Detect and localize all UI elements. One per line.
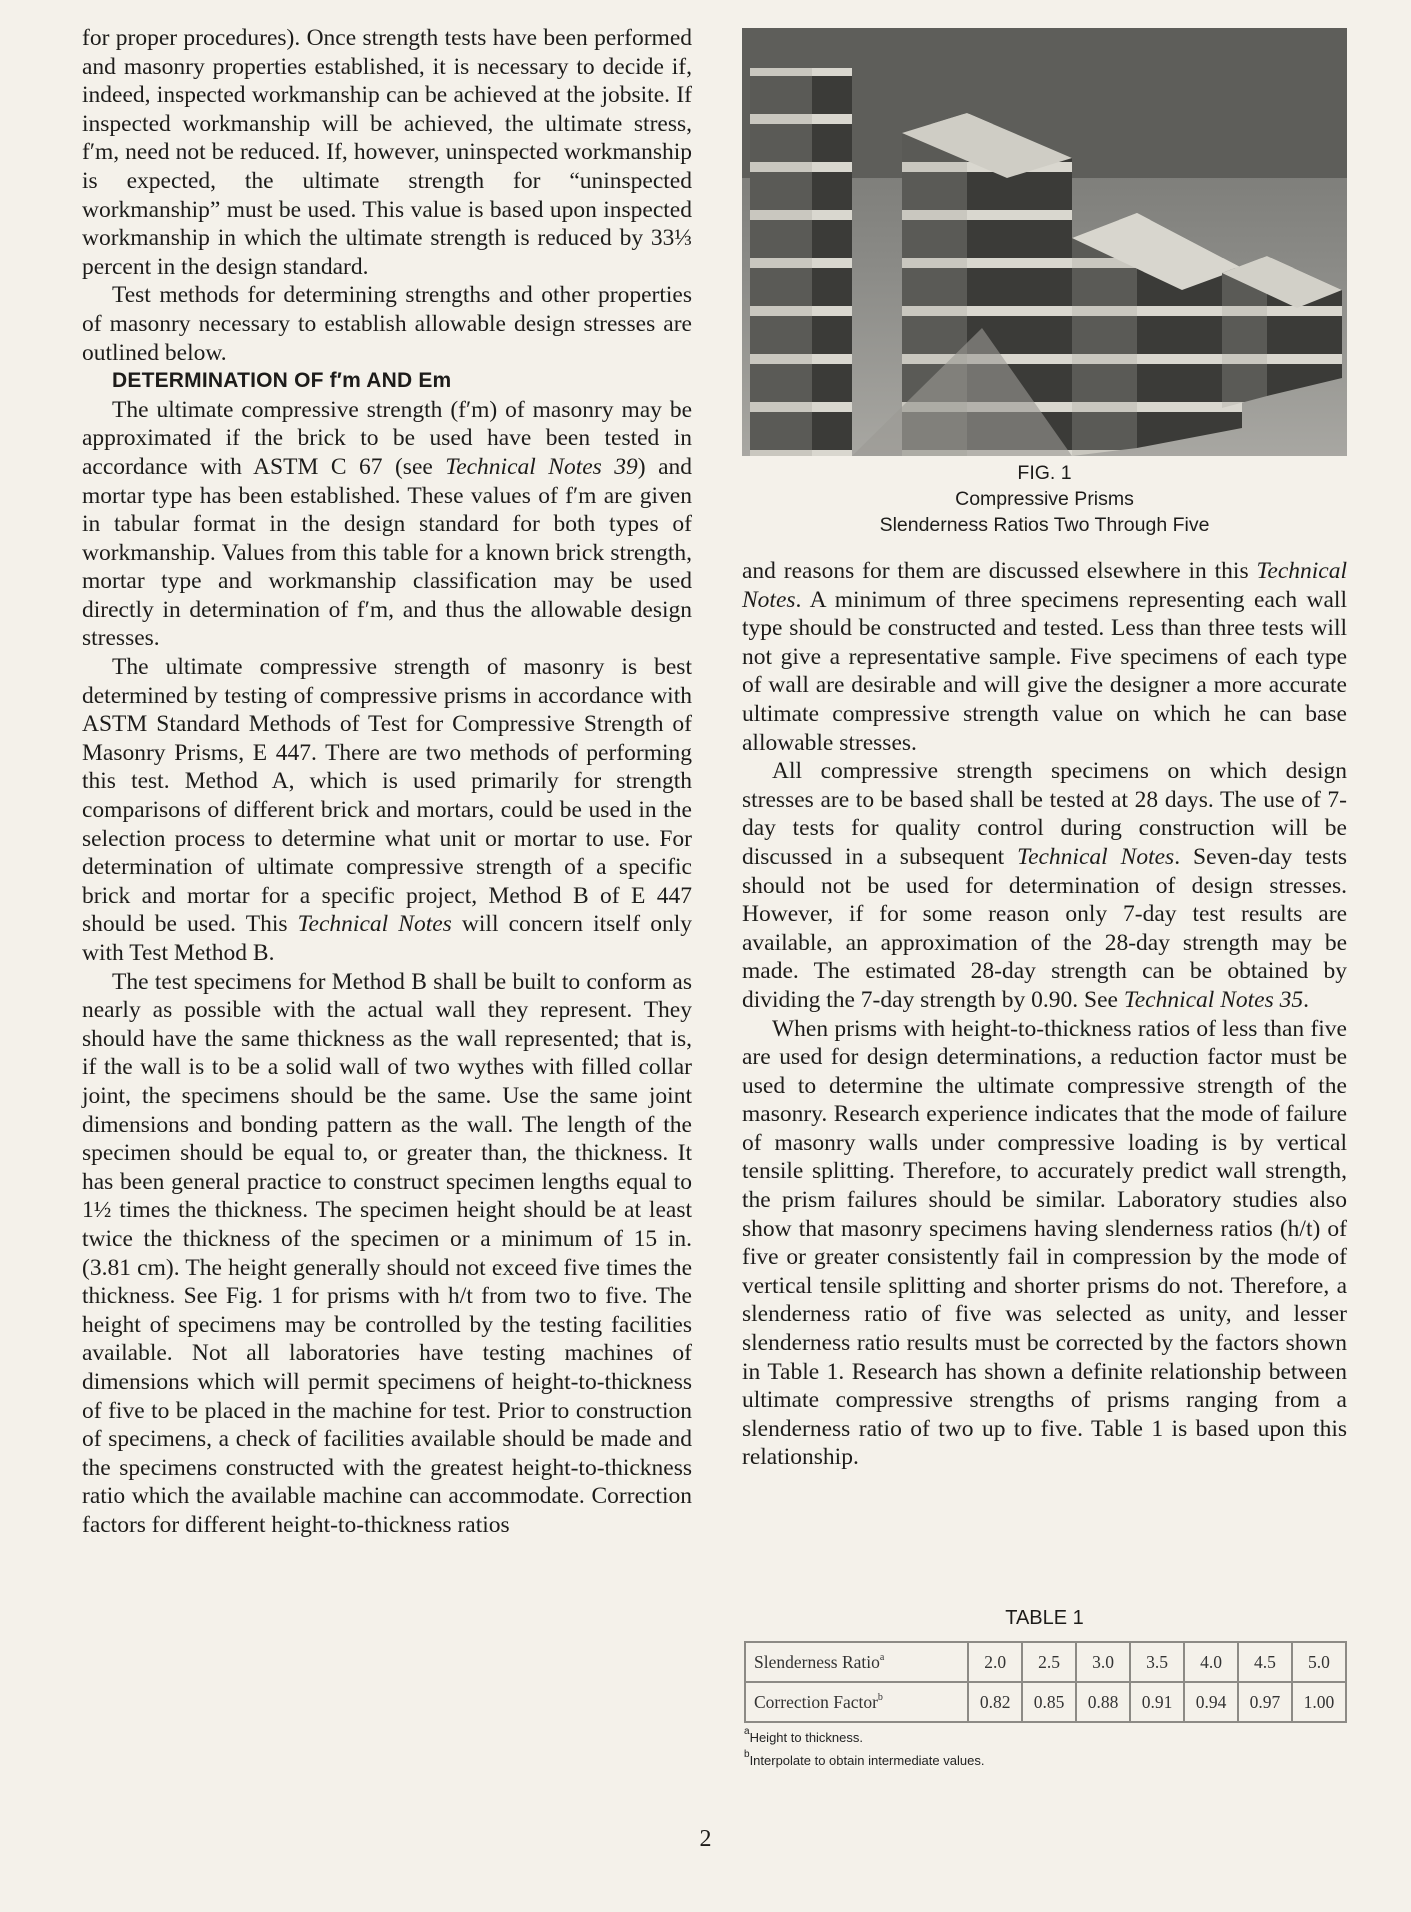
- left-column: [82, 24, 692, 1539]
- table-title: TABLE 1: [1005, 1607, 1084, 1629]
- reference-link: Technical Notes 35: [1123, 986, 1304, 1013]
- table-cell: 2.5: [1022, 1642, 1076, 1682]
- page-number: 2: [699, 1826, 712, 1852]
- table-cell: 4.5: [1238, 1642, 1292, 1682]
- reference-link: Technical Notes: [297, 911, 452, 938]
- figure-subtitle: Slenderness Ratios Two Through Five: [879, 514, 1210, 536]
- figure-title: Compressive Prisms: [955, 488, 1134, 510]
- footnote: $^b$Interpolate to obtain intermediate values.: [744, 1749, 985, 1768]
- row-label: Correction Factor$^b$: [745, 1682, 968, 1722]
- table-cell: 5.0: [1292, 1642, 1346, 1682]
- footnote: $^a$Height to thickness.: [744, 1726, 864, 1745]
- figure-number: FIG. 1: [1017, 462, 1072, 484]
- table-cell: 0.97: [1238, 1682, 1292, 1722]
- table-row: [745, 1642, 1346, 1682]
- paragraph: The ultimate compressive strength (f′m) of masonry may be approximated if the brick to be used have been tested in accordance with ASTM C 67 (see Technical Notes 39) and mortar type has been established. These values of f′m are given in tabular format in the design standard for both types of workmanship. Values from this table for a known brick strength, mortar type and workmanship classification may be used directly in determination of f′m, and thus the allowable design stresses.: [82, 396, 693, 652]
- table-cell: 2.0: [968, 1642, 1022, 1682]
- paragraph: and reasons for them are discussed elsewhere in this Technical Notes. A minimum of three specimens representing each wall type should be constructed and tested. Less than three tests will not give a representative sample. Five specimens of each type of wall are desirable and will give the designer a more accurate ultimate compressive strength value on which he can base allowable stresses.: [742, 558, 1347, 756]
- table-cell: 4.0: [1184, 1642, 1238, 1682]
- reference-link: Technical Notes: [1017, 843, 1175, 870]
- table-footnotes: [744, 1723, 1347, 1769]
- paragraph: All compressive strength specimens on which design stresses are to be based shall be tested at 28 days. The use of 7-day tests for quality control during construction will be discussed in a subsequent Technical Notes. Seven-day tests should not be used for determination of design stresses. However, if for some reason only 7-day test results are available, an approximation of the 28-day strength may be made. The estimated 28-day strength can be obtained by dividing the 7-day strength by 0.90. See Technical Notes 35.: [742, 758, 1347, 1013]
- table-cell: 0.94: [1184, 1682, 1238, 1722]
- paragraph: The ultimate compressive strength of masonry is best determined by testing of compressive prisms in accordance with ASTM Standard Methods of Test for Compressive Strength of Masonry Prisms, E 447. There are two methods of performing this test. Method A, which is used primarily for strength comparisons of different brick and mortars, could be used in the selection process to determine what unit or mortar to use. For determination of ultimate compressive strength of a specific brick and mortar for a specific project, Method B of E 447 should be used. This Technical Notes will concern itself only with Test Method B.: [82, 654, 692, 966]
- table-cell: 0.91: [1130, 1682, 1184, 1722]
- table-cell: 3.0: [1076, 1642, 1130, 1682]
- paragraph: The test specimens for Method B shall be built to conform as nearly as possible with the actual wall they represent. They should have the same thickness as the wall represented; that is, if the wall is to be a solid wall of two wythes with filled collar joint, the specimens should be the same. Use the same joint dimensions and bonding pattern as the wall. The length of the specimen should be equal to, or greater than, the thickness. It has been general practice to construct specimen lengths equal to 1½ times the thickness. The specimen height should be at least twice the thickness of the specimen or a minimum of 15 in. (3.81 cm). The height generally should not exceed five times the thickness. See Fig. 1 for prisms with h/t from two to five. The height of specimens may be controlled by the testing facilities available. Not all laboratories have testing machines of dimensions which will permit specimens of height-to-thickness of five to be placed in the machine for test. Prior to construction of specimens, a check of facilities available should be made and the specimens constructed with the greatest height-to-thickness ratio which the available machine can accommodate. Correction factors for different height-to-thickness ratios: [82, 968, 692, 1538]
- row-label: Slenderness Ratio$^a$: [745, 1642, 968, 1682]
- figure-caption: [742, 460, 1347, 538]
- table-cell: 0.88: [1076, 1682, 1130, 1722]
- correction-factor-table: [744, 1641, 1347, 1723]
- paragraph: Test methods for determining strengths and other properties of masonry necessary to establish allowable design stresses are outlined below.: [82, 282, 692, 366]
- reference-link: Technical Notes 39: [445, 453, 638, 480]
- figure-photo: [742, 28, 1347, 456]
- section-heading: DETERMINATION OF f′m AND Em: [112, 369, 452, 393]
- paragraph: When prisms with height-to-thickness ratios of less than five are used for design determinations, a reduction factor must be used to determine the ultimate compressive strength of the masonry. Research experience indicates that the mode of failure of masonry walls under compressive loading is by vertical tensile splitting. Therefore, to accurately predict wall strength, the prism failures should be similar. Laboratory studies also show that masonry specimens having slenderness ratios (h/t) of five or greater consistently fail in compression by the mode of vertical tensile splitting and shorter prisms do not. Therefore, a slenderness ratio of five was selected as unity, and lesser slenderness ratio results must be corrected by the factors shown in Table 1. Research has shown a definite relationship between ultimate compressive strengths of prisms ranging from a slenderness ratio of two up to five. Table 1 is based upon this relationship.: [742, 1015, 1347, 1471]
- reference-link: Technical Notes: [742, 558, 1347, 613]
- paragraph: for proper procedures). Once strength tests have been performed and masonry properties established, it is necessary to decide if, indeed, inspected workmanship can be achieved at the jobsite. If inspected workmanship will be achieved, the ultimate stress, f′m, need not be reduced. If, however, uninspected workmanship is expected, the ultimate strength for “uninspected workmanship” must be used. This value is based upon inspected workmanship in which the ultimate strength is reduced by 33⅓ percent in the design standard.: [82, 25, 692, 280]
- brick-prisms-illustration: [742, 28, 1347, 456]
- table-cell: 1.00: [1292, 1682, 1346, 1722]
- table-cell: 0.82: [968, 1682, 1022, 1722]
- table-cell: 0.85: [1022, 1682, 1076, 1722]
- table-cell: 3.5: [1130, 1642, 1184, 1682]
- right-column: [742, 557, 1347, 1472]
- table-row: [745, 1682, 1346, 1722]
